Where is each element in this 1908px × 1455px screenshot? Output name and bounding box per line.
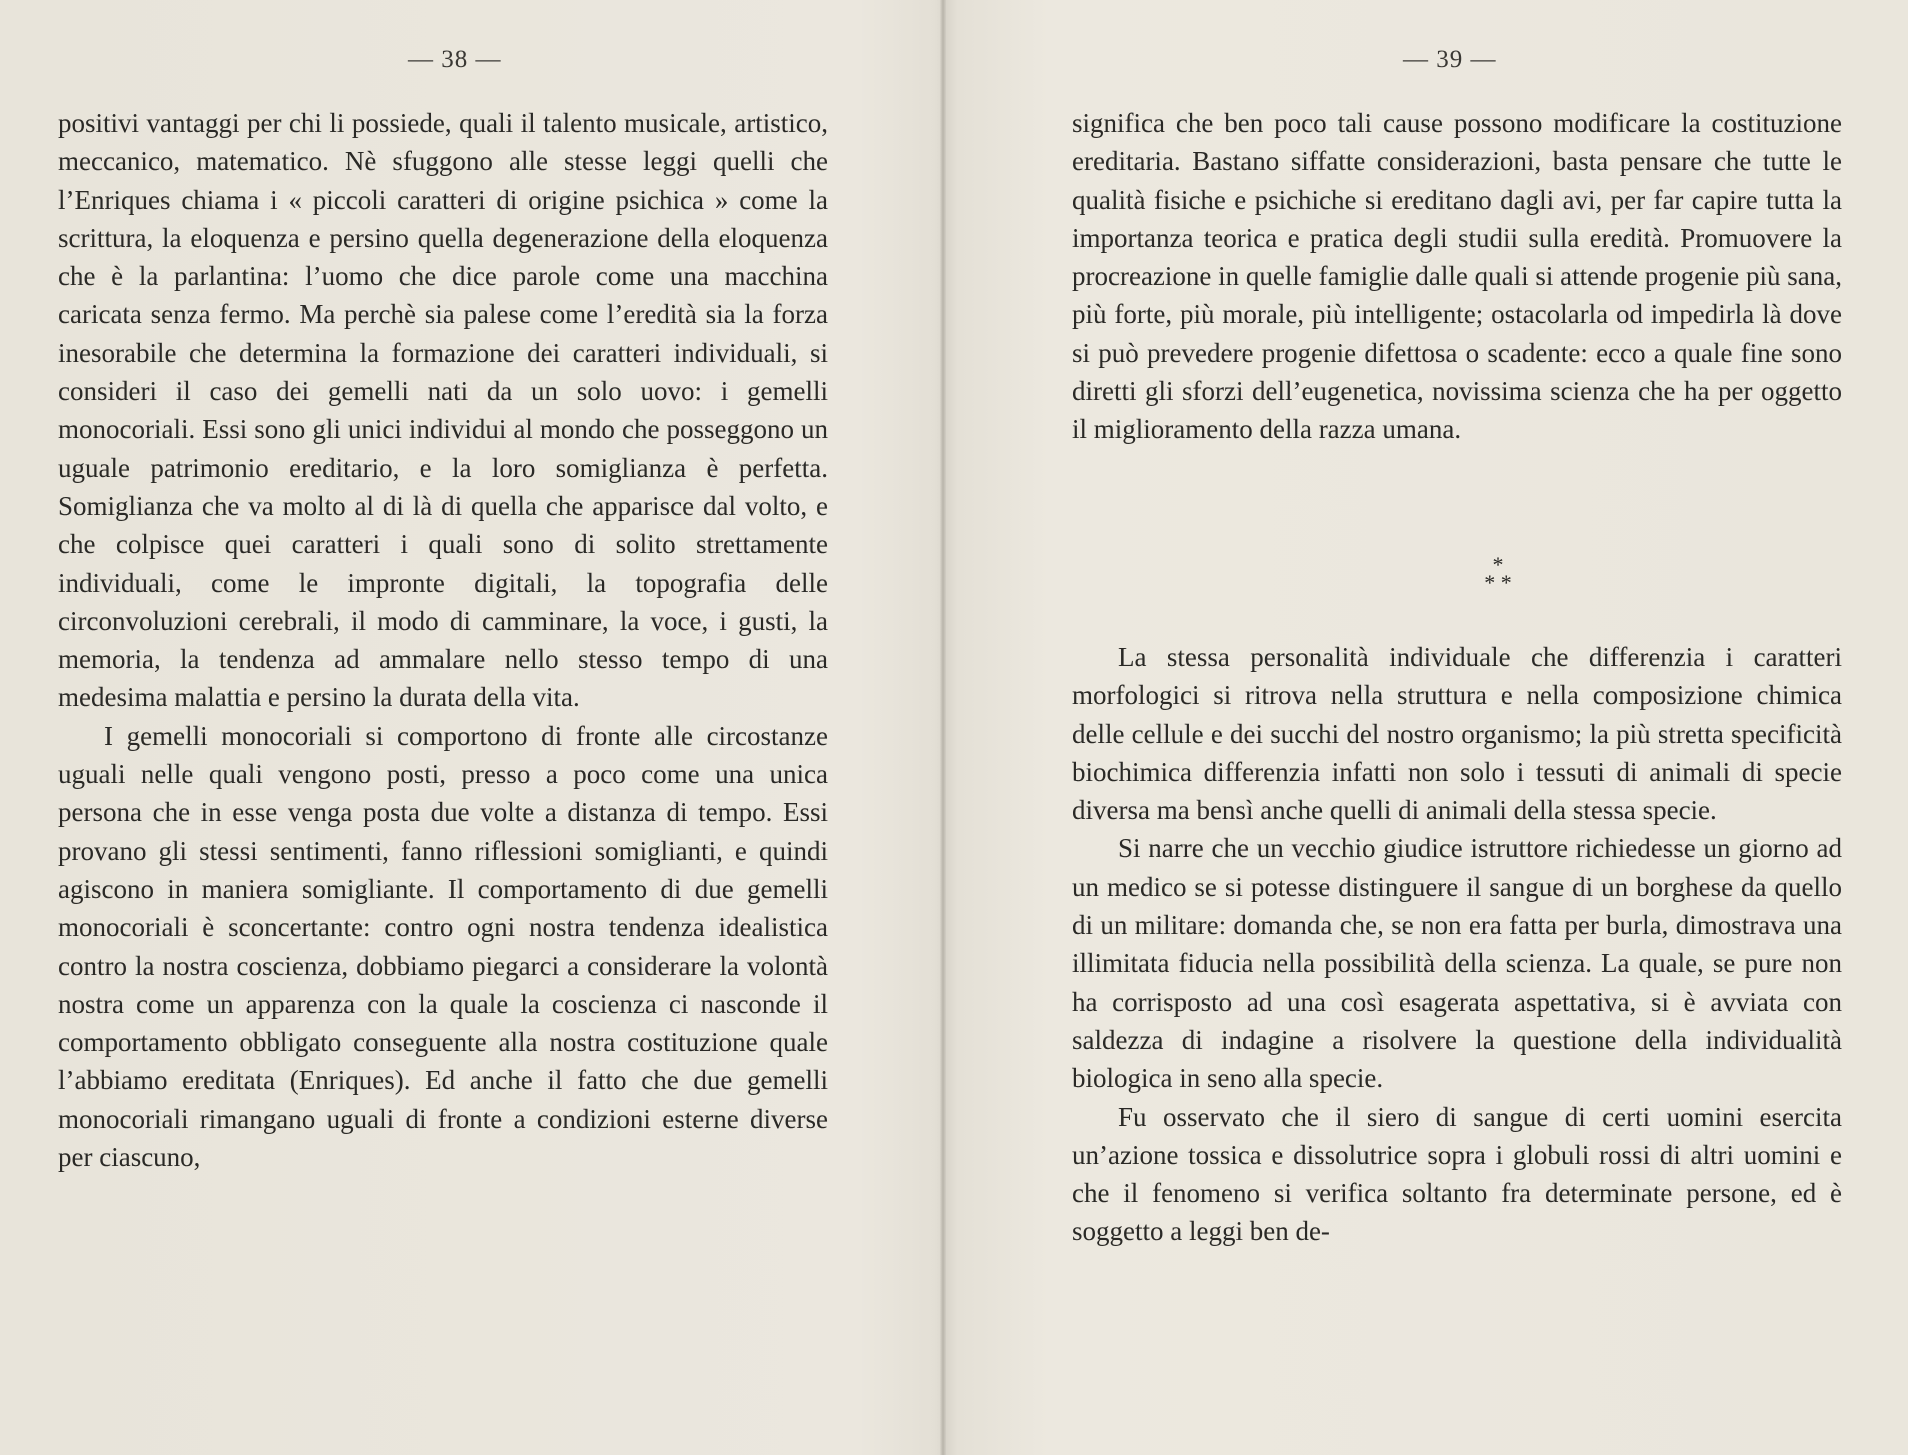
asterism-bottom: * *: [1484, 570, 1512, 595]
page-number-right: — 39 —: [1403, 46, 1497, 73]
right-paragraph-2: La stessa personalità individuale che differenzia i caratteri morfologici si ritrova nella struttura e nella composizione chimica delle cellule e dei succhi del nostro organismo; la più stretta specificità biochimica differenzia infatti non solo i tessuti di animali di specie diversa ma bensì anche quelli di animali della stessa specie.: [1072, 642, 1842, 826]
right-paragraph-4: Fu osservato che il siero di sangue di certi uomini esercita un’azione tossica e dissolutrice sopra i globuli rossi di altri uomini e che il fenomeno si verifica soltanto fra determinate persone, ed è soggetto a leggi ben de-: [1072, 1101, 1842, 1247]
left-page-body: [58, 104, 828, 1176]
asterism-top: *: [1492, 552, 1504, 577]
left-paragraph-2: I gemelli monocoriali si comportono di fronte alle circostanze uguali nelle quali vengono posti, presso a poco come una unica persona che in esse venga posta due volte a distanza di tempo. Essi provano gli stessi sentimenti, fanno riflessioni somiglianti, e quindi agiscono in maniera somigliante. Il comportamento di due gemelli monocoriali è sconcertante: contro ogni nostra tendenza idealistica contro la nostra coscienza, dobbiamo piegarci a considerare la volontà nostra come un apparenza con la quale la coscienza ci nasconde il comportamento obbligato conseguente alla nostra costituzione quale l’abbiamo ereditata (Enriques). Ed anche il fatto che due gemelli monocoriali rimangano uguali di fronte a condizioni esterne diverse per ciascuno,: [58, 720, 828, 1173]
left-page: [0, 0, 940, 1455]
section-asterism: [1468, 552, 1528, 595]
right-page-body-upper: [1072, 104, 1842, 449]
left-paragraph-1: positivi vantaggi per chi li possiede, quali il talento musicale, artistico, meccanico, matematico. Nè sfuggono alle stesse leggi quelli che l’Enriques chiama i « piccoli caratteri di origine psichica » come la scrittura, la eloquenza e persino quella degenerazione della eloquenza che è la parlantina: l’uomo che dice parole come una macchina caricata senza fermo. Ma perchè sia palese come l’eredità sia la forza inesorabile che determina la formazione dei caratteri individuali, si consideri il caso dei gemelli nati da un solo uovo: i gemelli monocoriali. Essi sono gli unici individui al mondo che posseggono un uguale patrimonio ereditario, e la loro somiglianza è perfetta. Somiglianza che va molto al di là di quella che apparisce dal volto, e che colpisce quei caratteri i quali sono di solito strettamente individuali, come le impronte digitali, la topografia delle circonvoluzioni cerebrali, il modo di camminare, la voce, i gusti, la memoria, la tendenza ad ammalare nello stesso tempo di una medesima malattia e persino la durata della vita.: [58, 108, 828, 713]
right-paragraph-3: Si narre che un vecchio giudice istruttore richiedesse un giorno ad un medico se si potesse distinguere il sangue di un borghese da quello di un militare: domanda che, se non era fatta per burla, dimostrava una illimitata fiducia nella possibilità della scienza. La quale, se pure non ha corrisposto ad una così esagerata aspettativa, si è avviata con saldezza di indagine a risolvere la questione della individualità biologica in seno alla specie.: [1072, 833, 1842, 1094]
right-page: [946, 0, 1908, 1455]
right-paragraph-1: significa che ben poco tali cause possono modificare la costituzione ereditaria. Bastano siffatte considerazioni, basta pensare che tutte le qualità fisiche e psichiche si ereditano dagli avi, per far capire tutta la importanza teorica e pratica degli studii sulla eredità. Promuovere la procreazione in quelle famiglie dalle quali si attende progenie più sana, più forte, più morale, più intelligente; ostacolarla od impedirla là dove si può prevedere progenie difettosa o scadente: ecco a quale fine sono diretti gli sforzi dell’eugenetica, novissima scienza che ha per oggetto il miglioramento della razza umana.: [1072, 108, 1842, 445]
page-number-left: — 38 —: [408, 46, 502, 73]
right-page-body-lower: [1072, 638, 1842, 1251]
